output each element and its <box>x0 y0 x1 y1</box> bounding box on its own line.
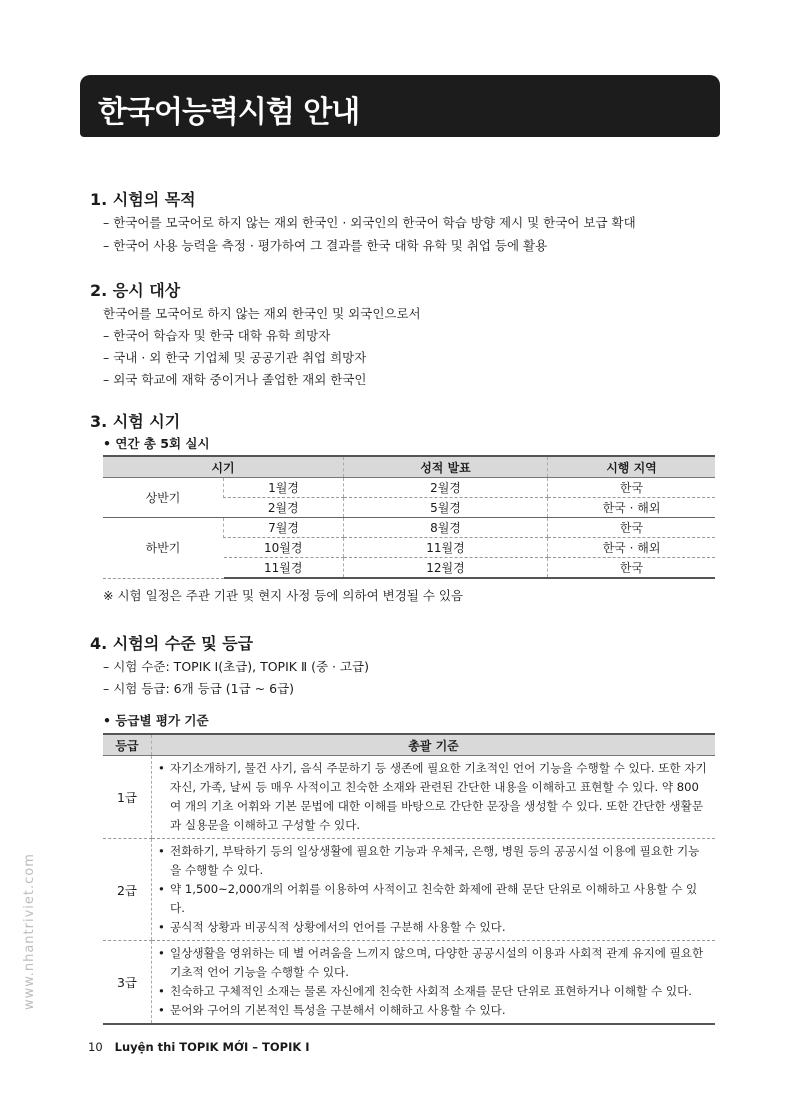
criterion-item: • 공식적 상황과 비공식적 상황에서의 언어를 구분해 사용할 수 있다. <box>158 918 707 937</box>
table-row <box>103 941 715 1025</box>
region: 한국 <box>548 518 716 538</box>
result-month: 8월경 <box>344 518 548 538</box>
exam-month: 11월경 <box>224 558 344 579</box>
criterion-item: • 친숙하고 구체적인 소재는 물론 자신에게 친숙한 사회적 소재를 문단 단위로 표현하거나 이해할 수 있다. <box>158 982 707 1001</box>
table-row <box>103 518 715 538</box>
table-row <box>103 478 715 498</box>
book-title: Luyện thi TOPIK MỚI – TOPIK I <box>114 1040 310 1054</box>
region: 한국 · 해외 <box>548 538 716 558</box>
section-4-line: – 시험 수준: TOPIK Ⅰ(초급), TOPIK Ⅱ (중 · 고급) <box>103 659 369 674</box>
section-4-title: 4. 시험의 수준 및 등급 <box>90 634 254 653</box>
section-2-line: – 한국어 학습자 및 한국 대학 유학 희망자 <box>103 328 331 343</box>
watermark: www.nhantriviet.com <box>22 853 37 1010</box>
section-2-title: 2. 응시 대상 <box>90 281 181 300</box>
grade-header: 총괄 기준 <box>152 734 716 756</box>
result-month: 2월경 <box>344 478 548 498</box>
half-label: 상반기 <box>103 478 224 518</box>
criterion-item: • 전화하기, 부탁하기 등의 일상생활에 필요한 기능과 우체국, 은행, 병원 등의 공공시설 이용에 필요한 기능을 수행할 수 있다. <box>158 842 707 880</box>
title-banner <box>80 75 720 137</box>
table-row <box>103 839 715 941</box>
section-1-line: – 한국어를 모국어로 하지 않는 재외 한국인 · 외국인의 한국어 학습 방향 제시 및 한국어 보급 확대 <box>103 215 636 230</box>
region: 한국 <box>548 558 716 579</box>
schedule-header: 시행 지역 <box>548 456 716 478</box>
section-1-title: 1. 시험의 목적 <box>90 190 196 209</box>
result-month: 12월경 <box>344 558 548 579</box>
schedule-header: 성적 발표 <box>344 456 548 478</box>
schedule-header: 시기 <box>103 456 344 478</box>
exam-month: 2월경 <box>224 498 344 518</box>
section-2-line: – 외국 학교에 재학 중이거나 졸업한 재외 한국인 <box>103 372 367 387</box>
exam-month: 10월경 <box>224 538 344 558</box>
grade-level: 1급 <box>103 756 152 839</box>
grade-bullet: • 등급별 평가 기준 <box>103 713 209 728</box>
schedule-note: ※ 시험 일정은 주관 기관 및 현지 사정 등에 의하여 변경될 수 있음 <box>103 588 464 603</box>
grade-level: 3급 <box>103 941 152 1025</box>
exam-month: 7월경 <box>224 518 344 538</box>
region: 한국 · 해외 <box>548 498 716 518</box>
grade-level: 2급 <box>103 839 152 941</box>
criterion-item: • 자기소개하기, 물건 사기, 음식 주문하기 등 생존에 필요한 기초적인 언어 기능을 수행할 수 있다. 또한 자기 자신, 가족, 날씨 등 매우 사적이고 친숙한 소재와 관련된 간단한 내용을 이해하고 표현할 수 있다. 약 800여 개의 기초 어휘와 기본 문법에 대한 이해를 바탕으로 간단한 문장을 생성할 수 있다. 또한 간단한 생활문과 실용문을 이해하고 구성할 수 있다. <box>158 759 707 835</box>
page-number: 10 <box>88 1040 103 1054</box>
section-2-line: – 국내 · 외 한국 기업체 및 공공기관 취업 희망자 <box>103 350 367 365</box>
page-title: 한국어능력시험 안내 <box>98 95 360 130</box>
result-month: 11월경 <box>344 538 548 558</box>
schedule-table <box>103 455 715 579</box>
table-row <box>103 756 715 839</box>
schedule-bullet: • 연간 총 5회 실시 <box>103 436 210 451</box>
section-2-line: 한국어를 모국어로 하지 않는 재외 한국인 및 외국인으로서 <box>103 306 421 321</box>
exam-month: 1월경 <box>224 478 344 498</box>
grade-header: 등급 <box>103 734 152 756</box>
page-footer <box>88 1040 310 1054</box>
section-1-line: – 한국어 사용 능력을 측정 · 평가하여 그 결과를 한국 대학 유학 및 취업 등에 활용 <box>103 238 548 253</box>
criterion-item: • 약 1,500~2,000개의 어휘를 이용하여 사적이고 친숙한 화제에 관해 문단 단위로 이해하고 사용할 수 있다. <box>158 880 707 918</box>
section-4-line: – 시험 등급: 6개 등급 (1급 ~ 6급) <box>103 681 295 696</box>
half-label: 하반기 <box>103 518 224 579</box>
grade-table <box>103 733 715 1025</box>
result-month: 5월경 <box>344 498 548 518</box>
region: 한국 <box>548 478 716 498</box>
criterion-item: • 문어와 구어의 기본적인 특성을 구분해서 이해하고 사용할 수 있다. <box>158 1001 707 1020</box>
section-3-title: 3. 시험 시기 <box>90 412 181 431</box>
criterion-item: • 일상생활을 영위하는 데 별 어려움을 느끼지 않으며, 다양한 공공시설의 이용과 사회적 관계 유지에 필요한 기초적 언어 기능을 수행할 수 있다. <box>158 944 707 982</box>
